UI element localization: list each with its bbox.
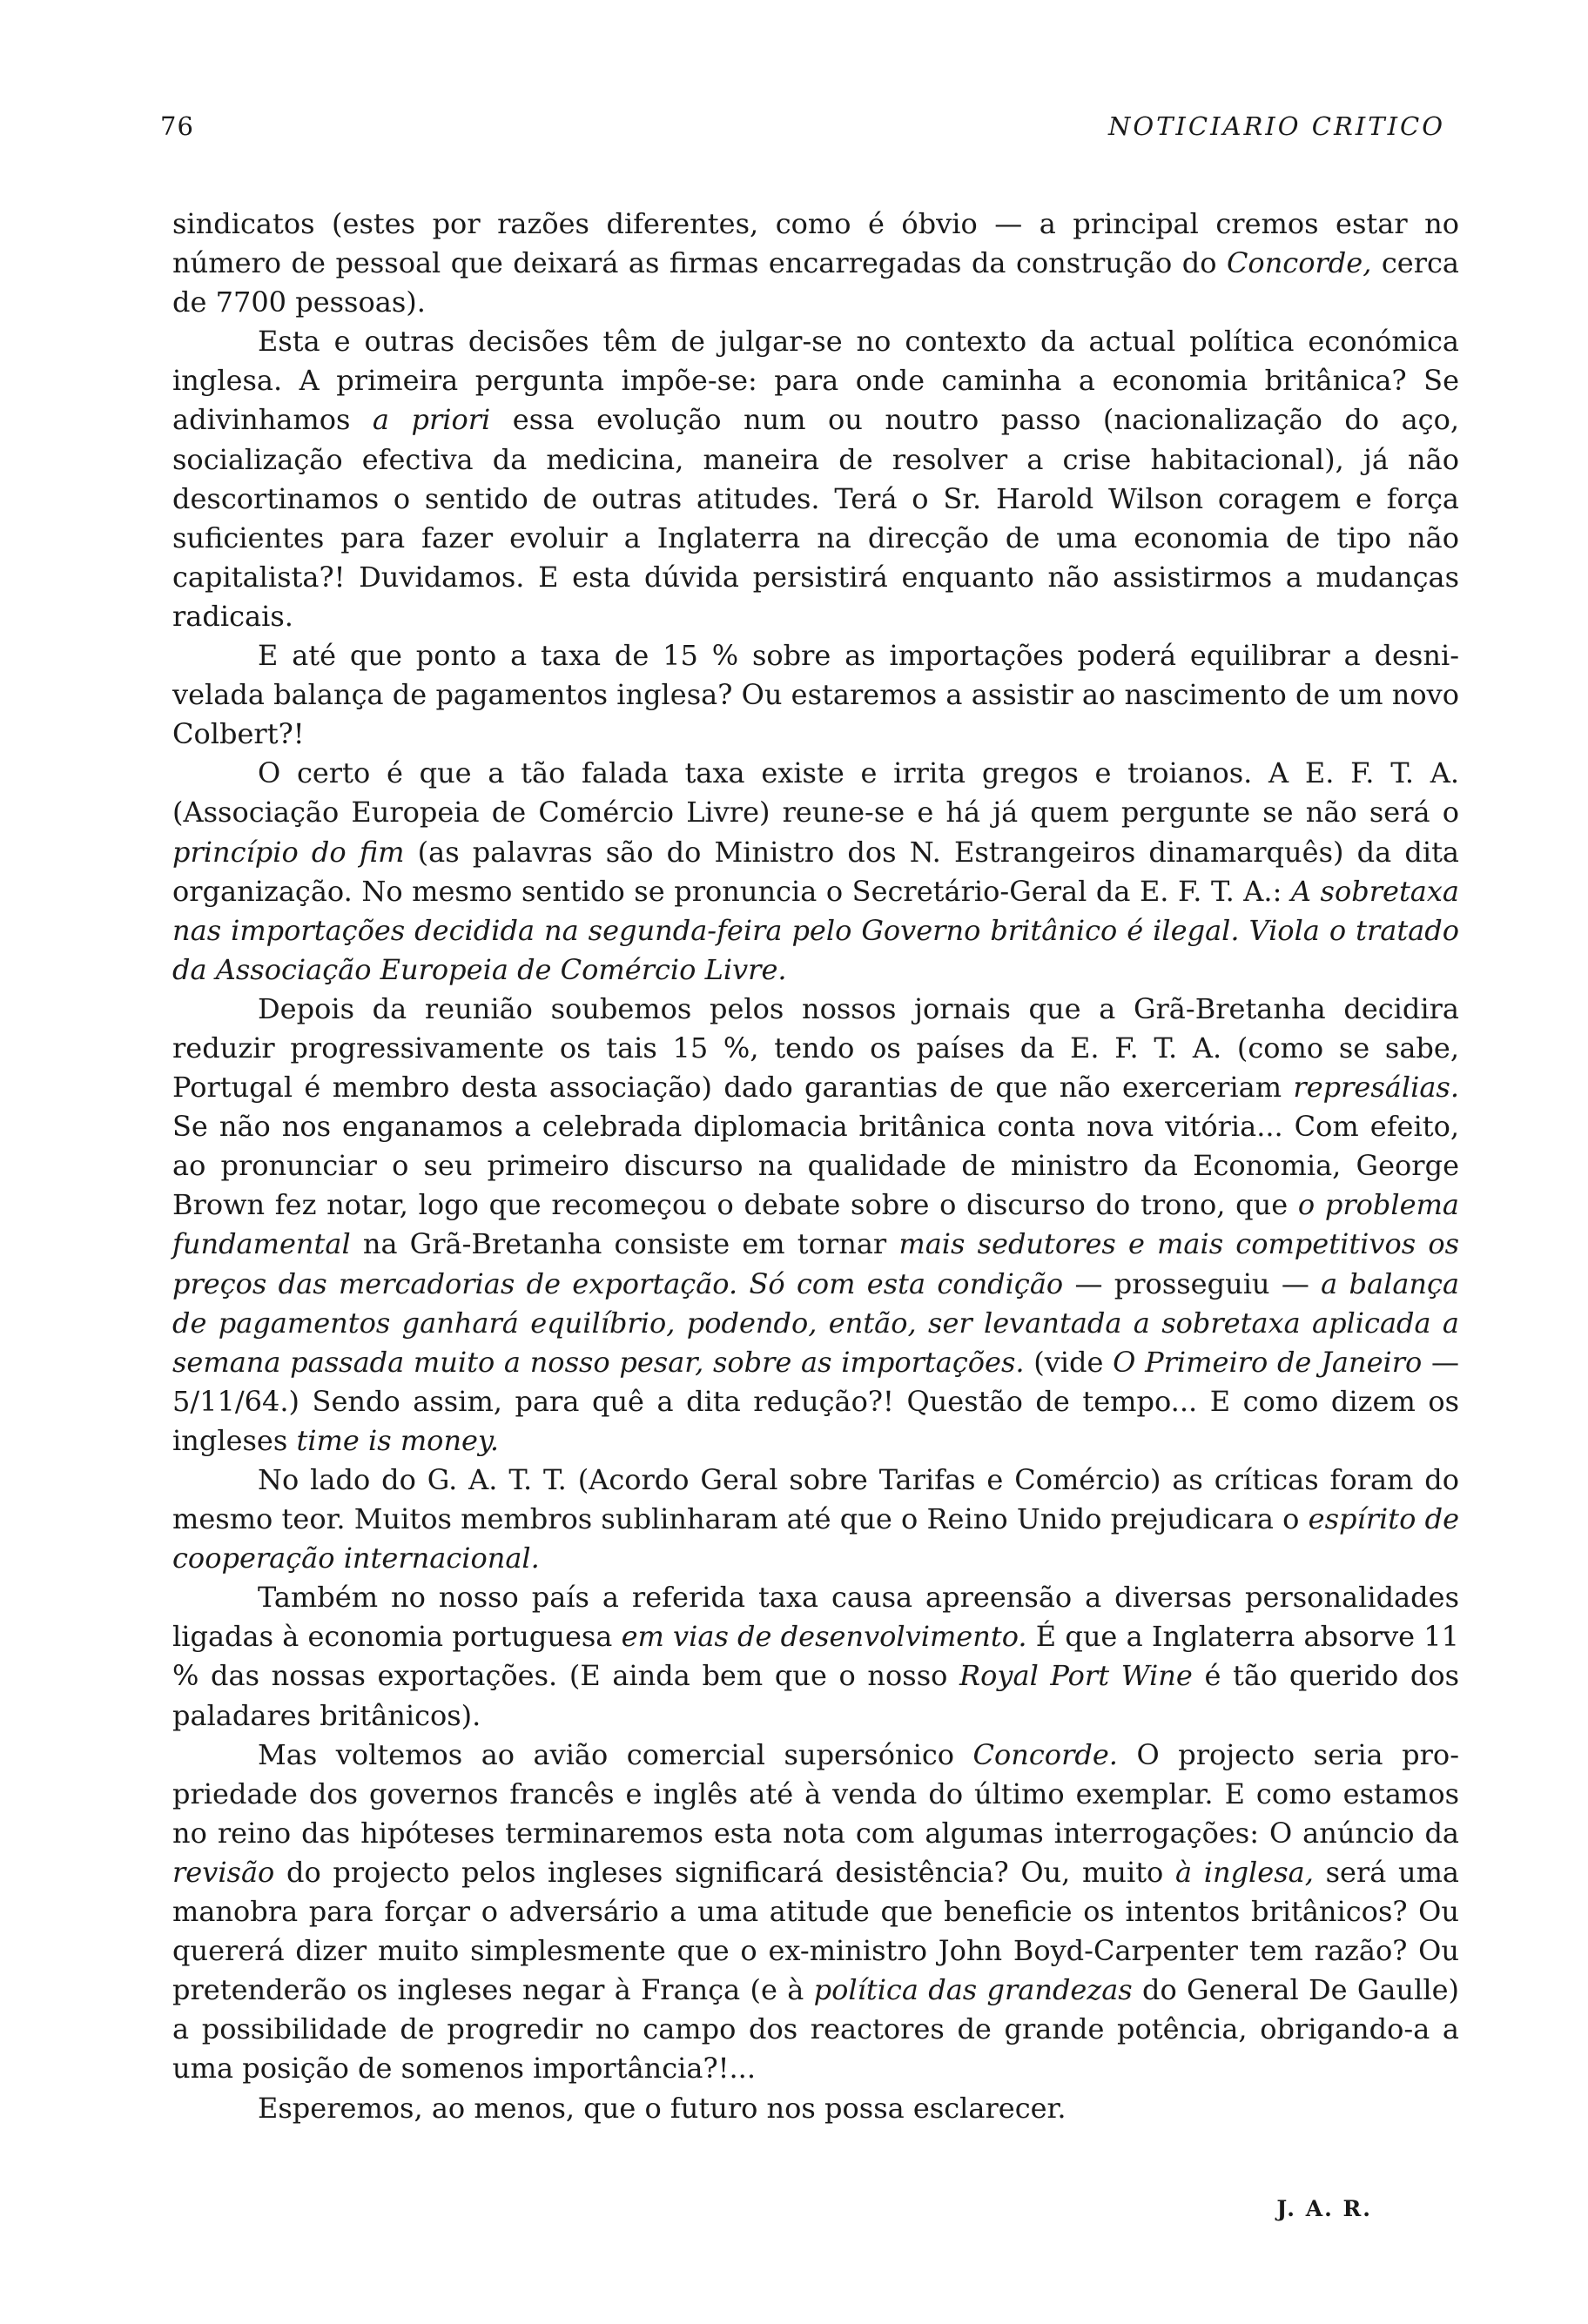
text-run: sindicatos (estes por razões diferentes, como é óbvio — a principal cremos estar no número de pessoal que deixará as firmas encarregadas da construção do <box>172 207 1459 280</box>
text-run: do projecto pelos ingleses significará desistência? Ou, muito <box>274 1855 1175 1889</box>
text-run: O projecto seria propriedade dos governos francês e inglês até à venda do último exemplar. E como estamos no reino das hipóteses terminaremos esta nota com algumas interrogações: O anúncio da <box>172 1737 1460 1850</box>
italic-text: time is money. <box>296 1423 499 1457</box>
paragraph <box>172 1461 1459 1578</box>
text-run: (as palavras são do Ministro dos N. Estrangeiros dinamarquês) da dita organização. No mesmo sentido se pronuncia o Secretário-Geral da E. F. T. A.: <box>172 835 1460 908</box>
author-signature: J. A. R. <box>1276 2196 1372 2221</box>
journal-title: NOTICIARIO CRITICO <box>1107 111 1445 141</box>
italic-text: Concorde, <box>1226 246 1372 280</box>
italic-text: princípio do fim <box>172 835 405 869</box>
italic-text: política das grandezas <box>813 1973 1133 2007</box>
italic-text: revisão <box>172 1855 275 1889</box>
paragraph <box>172 2089 1459 2128</box>
italic-text: o problema fundamental <box>172 1188 1460 1261</box>
italic-text: em vias de desenvolvimento. <box>621 1620 1027 1654</box>
paragraph <box>172 754 1459 990</box>
italic-text: represálias. <box>1293 1071 1459 1105</box>
text-run: Também no nosso país a referida taxa causa apreensão a diversas personalidades ligadas à economia portuguesa <box>172 1581 1459 1654</box>
italic-text: à inglesa, <box>1174 1855 1314 1889</box>
text-run: No lado do G. A. T. T. (Acordo Geral sobre Tarifas e Comércio) as críticas foram do mesmo teor. Muitos membros sublinharam até que o Reino Unido prejudicara o <box>172 1463 1459 1536</box>
text-run: é tão querido dos paladares britânicos). <box>172 1659 1460 1732</box>
running-header <box>160 111 1445 150</box>
text-run: cerca de 7700 pessoas). <box>172 246 1460 319</box>
text-run: E até que ponto a taxa de 15 % sobre as importações poderá equilibrar a desnivelada balança de pagamentos inglesa? Ou estaremos a assistir ao nascimento de um novo Colbert?! <box>172 639 1459 751</box>
text-run: O certo é que a tão falada taxa existe e irrita gregos e troianos. A E. F. T. A. (Associação Europeia de Comércio Livre) reune-se e há já quem pergunte se não será o <box>172 756 1459 830</box>
text-run: Se não nos enganamos a celebrada diplomacia britânica conta nova vitória... Com efeito, ao pronunciar o seu primeiro discurso na qualidade de ministro da Economia, George Brown fez notar, logo que recomeçou o debate sobre o discurso do trono, que <box>172 1110 1459 1222</box>
italic-text: A sobretaxa nas importações decidida na segunda-feira pelo Governo britânico é ilegal. Viola o tratado da Associação Europeia de Comércio Livre. <box>172 874 1460 986</box>
paragraph <box>172 322 1459 636</box>
paragraph <box>172 1578 1459 1735</box>
text-run: (vide <box>1024 1345 1114 1379</box>
text-run: É que a Inglaterra absorve 11 % das nossas exportações. (E ainda bem que o nosso <box>172 1620 1460 1693</box>
text-run: Esta e outras decisões têm de julgar-se no contexto da actual política económica inglesa. A primeira pergunta impõe-se: para onde caminha a economia britânica? Se adivinhamos <box>172 325 1459 437</box>
text-run: Depois da reunião soubemos pelos nossos jornais que a Grã-Bretanha decidira reduzir progressivamente os tais 15 %, tendo os países da E. F. T. A. (como se sabe, Portugal é membro desta associação) dado garantias de que não exerceriam <box>172 991 1459 1105</box>
paragraph <box>172 1736 1459 2089</box>
italic-text: espírito de cooperação internacional. <box>172 1502 1460 1575</box>
paragraph <box>172 636 1459 754</box>
italic-text: a balança de pagamentos ganhará equilíbrio, podendo, então, ser levantada a sobretaxa aplicada a semana passada muito a nosso pesar, sobre as importações. <box>172 1266 1460 1379</box>
italic-text: a priori <box>372 403 491 437</box>
text-run: do General De Gaulle) a possibilidade de progredir no campo dos reactores de grande potência, obrigando-a a uma posição de somenos importância?!... <box>172 1973 1460 2086</box>
page-number: 76 <box>160 111 194 141</box>
paragraph <box>172 205 1459 322</box>
text-run: — 5/11/64.) Sendo assim, para quê a dita redução?! Questão de tempo... E como dizem os ingleses <box>172 1345 1460 1457</box>
article-body <box>172 205 1459 2128</box>
italic-text: mais sedutores e mais competitivos os preços das mercadorias de exportação. Só com esta condição <box>172 1227 1460 1300</box>
italic-text: Concorde. <box>972 1737 1118 1771</box>
paragraph <box>172 990 1459 1461</box>
text-run: Mas voltemos ao avião comercial supersónico <box>258 1737 973 1771</box>
text-run: na Grã-Bretanha consiste em tornar <box>350 1227 899 1261</box>
text-run: será uma manobra para forçar o adversário a uma atitude que beneficie os intentos britânicos? Ou quererá dizer muito simplesmente que o ex-ministro John Boyd-Carpenter tem razão? Ou pretenderão os ingleses negar à França (e à <box>172 1855 1460 2007</box>
italic-text: O Primeiro de Janeiro <box>1113 1345 1423 1379</box>
text-run: — prosseguiu — <box>1063 1266 1322 1300</box>
text-run: essa evolução num ou noutro passo (nacionalização do aço, socialização efectiva da medicina, maneira de resolver a crise habitacional), já não descortinamos o sentido de outras atitudes. Terá o Sr. Harold Wilson coragem e força suficientes para fazer evoluir a Inglaterra na direcção de uma economia de tipo não capitalista?! Duvidamos. E esta dúvida persistirá enquanto não assistirmos a mudanças radicais. <box>172 403 1460 633</box>
italic-text: Royal Port Wine <box>959 1659 1193 1693</box>
text-run: Esperemos, ao menos, que o futuro nos possa esclarecer. <box>258 2091 1067 2125</box>
